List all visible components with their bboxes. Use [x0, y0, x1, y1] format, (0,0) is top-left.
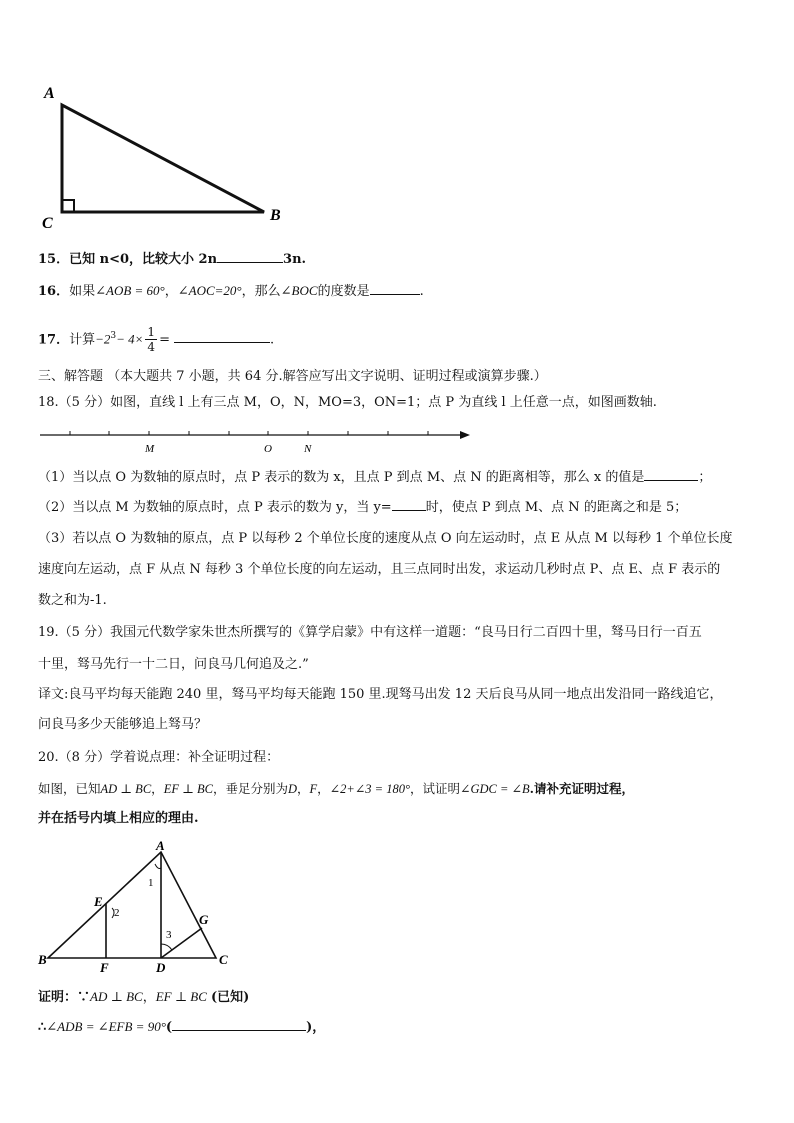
- label-d2: D: [156, 960, 166, 975]
- q15-text-a: 已知 n<0，比较大小 2n: [69, 252, 218, 267]
- right-angle-mark: [62, 200, 74, 212]
- question-16: [38, 282, 424, 301]
- q17-expr-a: −2: [95, 331, 111, 347]
- q18-p1-end: ；: [698, 470, 712, 485]
- proof2-reason-blank[interactable]: [172, 1018, 306, 1031]
- q20-l2-m: .请补充证明过程，: [529, 781, 635, 796]
- q18-p2-blank[interactable]: [392, 498, 426, 511]
- proof2-therefore: ∴: [38, 1020, 47, 1035]
- label-angle-3: 3: [166, 929, 172, 941]
- triangle-proof-figure: [36, 840, 246, 975]
- q18-p2-text-a: （2）当以点 M 为数轴的原点时，点 P 表示的数为 y，当 y=: [38, 500, 392, 515]
- q16-number: 16．: [38, 284, 70, 299]
- q20-l2-ef-perp: EF ⊥ BC: [163, 782, 213, 796]
- q20-l2-g: ，: [296, 781, 310, 796]
- q15-text-b: 3n.: [283, 252, 307, 267]
- q16-angle-boc: ∠BOC: [280, 283, 318, 298]
- q20-l2-a: 如图，已知: [38, 781, 101, 796]
- question-15: [38, 250, 306, 269]
- q17-frac-num: 1: [147, 325, 156, 340]
- q17-exponent: 3: [110, 331, 117, 341]
- q16-text-a: 如果: [69, 284, 96, 299]
- label-b2: B: [38, 952, 47, 967]
- q17-expr-b: − 4×: [116, 331, 144, 347]
- q17-text: 计算: [69, 332, 96, 348]
- axis-label-o: O: [264, 443, 272, 455]
- q20-l2-goal: ∠GDC = ∠B: [460, 782, 530, 796]
- q20-l2-e: ，垂足分别为: [212, 781, 288, 796]
- proof1-a: 证明：∵: [38, 990, 91, 1005]
- axis-label-n: N: [304, 443, 312, 455]
- q20-proof-line-1: [38, 988, 249, 1007]
- q16-angle-aoc: ∠AOC=20°: [177, 283, 242, 298]
- label-c: C: [42, 215, 53, 230]
- q18-p1-text: （1）当以点 O 为数轴的原点时，点 P 表示的数为 x，且点 P 到点 M、点 N 的距离相等，那么 x 的值是: [38, 470, 645, 485]
- q18-p2-text-b: 时，使点 P 到点 M、点 N 的距离之和是 5；: [425, 500, 688, 515]
- q18-part-3-line-2: 速度向左运动，点 F 从点 N 每秒 3 个单位长度的向左运动，且三点同时出发，求运动几秒时点 P、点 E、点 F 表示的: [38, 562, 721, 577]
- q15-number: 15．: [38, 252, 70, 267]
- q20-line-1: 20.（8 分）学着说点理：补全证明过程：: [38, 750, 280, 765]
- label-angle-1: 1: [148, 877, 154, 889]
- section-3-heading: 三、解答题 （本大题共 7 小题，共 64 分.解答应写出文字说明、证明过程或演算步骤.）: [38, 369, 547, 384]
- proof2-angles: ∠ADB = ∠EFB = 90°: [46, 1019, 166, 1034]
- axis-ticks: [70, 431, 428, 435]
- question-17: [38, 318, 274, 358]
- q20-l2-k: ，试证明: [409, 781, 460, 796]
- q20-line-2: [38, 780, 634, 798]
- proof1-ef-perp: EF ⊥ BC: [155, 989, 207, 1004]
- q20-proof-line-2: [38, 1018, 325, 1037]
- q17-number: 17．: [38, 332, 70, 348]
- proof1-ad-perp: AD ⊥ BC: [90, 989, 143, 1004]
- proof2-close: )，: [306, 1020, 326, 1035]
- q20-l2-i: ，: [317, 781, 330, 796]
- q20-l2-d: D: [287, 782, 297, 796]
- q20-l2-f: F: [309, 782, 318, 796]
- q18-part-2: [38, 498, 687, 517]
- label-c2: C: [219, 952, 228, 967]
- q20-l2-c: ，: [151, 781, 164, 796]
- q16-sep: ，: [164, 284, 178, 299]
- label-a: A: [44, 85, 55, 102]
- question-18-head: 18.（5 分）如图，直线 l 上有三点 M，O，N，MO=3，ON=1；点 P 为直线 l 上任意一点，如图画数轴.: [38, 395, 657, 410]
- number-line: [40, 425, 475, 457]
- q18-part-3-line-3: 数之和为-1.: [38, 593, 107, 608]
- axis-label-m: M: [145, 443, 155, 455]
- label-g2: G: [199, 912, 209, 927]
- label-b: B: [270, 207, 281, 224]
- q16-answer-blank[interactable]: [370, 282, 420, 295]
- q19-line-1: 19.（5 分）我国元代数学家朱世杰所撰写的《算学启蒙》中有这样一道题：“良马日行二百四十里，驽马日行一百五: [38, 625, 702, 640]
- axis-arrow-icon: [460, 431, 470, 439]
- q17-frac-den: 4: [147, 340, 156, 355]
- q20-l2-ad-perp: AD ⊥ BC: [100, 782, 152, 796]
- triangle-abc-proof: [48, 852, 216, 958]
- q19-line-3: 译文:良马平均每天能跑 240 里，驽马平均每天能跑 150 里.现驽马出发 12 天后良马从同一地点出发沿同一路线追它，: [38, 687, 723, 702]
- q18-part-3-line-1: （3）若以点 O 为数轴的原点，点 P 以每秒 2 个单位长度的速度从点 O 向左运动时，点 E 从点 M 以每秒 1 个单位长度: [38, 531, 733, 546]
- right-triangle-figure: [38, 80, 288, 230]
- q16-text-b: ，那么: [241, 284, 281, 299]
- proof1-reason: (已知): [210, 990, 250, 1005]
- q19-line-2: 十里，驽马先行一十二日，问良马几何追及之.”: [38, 657, 309, 672]
- q19-line-4: 问良马多少天能够追上驽马？: [38, 717, 208, 732]
- q20-l2-angles: ∠2+∠3 = 180°: [329, 782, 410, 796]
- q20-line-3: 并在括号内填上相应的理由.: [38, 811, 199, 826]
- angle-1-arc: [155, 864, 161, 869]
- q17-eq: =: [159, 332, 170, 348]
- q17-answer-blank[interactable]: [174, 330, 270, 343]
- label-a2: A: [156, 840, 165, 853]
- q15-answer-blank[interactable]: [217, 250, 283, 263]
- proof1-c: ，: [142, 990, 156, 1005]
- q17-fraction: [145, 325, 157, 354]
- angle-3-arc: [161, 944, 172, 950]
- q17-end: .: [269, 332, 275, 348]
- triangle-abc: [62, 105, 264, 212]
- label-angle-2: 2: [114, 907, 120, 919]
- proof2-open: (: [165, 1020, 173, 1035]
- q16-text-c: 的度数是: [317, 284, 370, 299]
- label-e2: E: [94, 894, 103, 909]
- q16-angle-aob: ∠AOB = 60°: [95, 283, 165, 298]
- q18-part-1: [38, 468, 711, 487]
- label-f2: F: [100, 960, 109, 975]
- q16-end: .: [419, 284, 424, 299]
- q18-p1-blank[interactable]: [644, 468, 698, 481]
